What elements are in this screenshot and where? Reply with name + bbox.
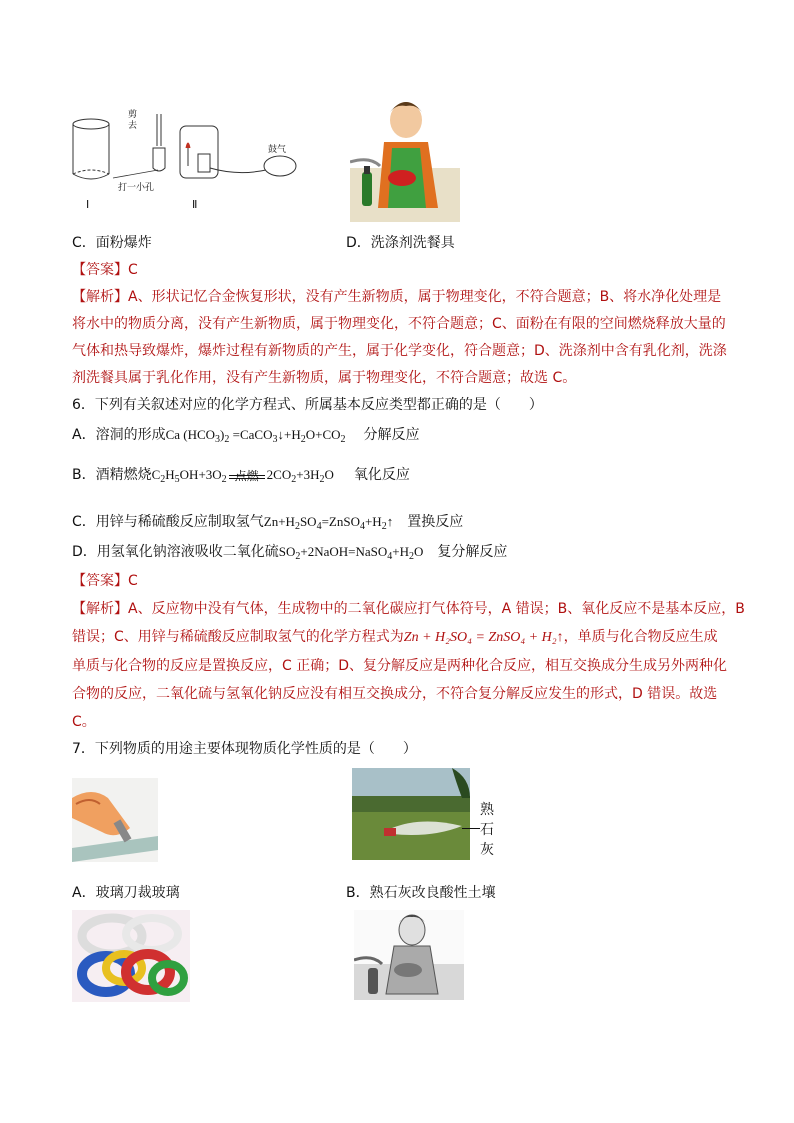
q5-option-d: D．洗涤剂洗餐具	[346, 235, 455, 251]
q6-answer	[72, 570, 138, 592]
option-d-text: D．用氢氧化钠溶液吸收二氧化硫	[72, 544, 279, 560]
q7-stem: 7．下列物质的用途主要体现物质化学性质的是（ ）	[72, 741, 417, 757]
q6-analysis-line-3: 单质与化合物的反应是置换反应，C 正确；D、复分解反应是两种化合反应，相互交换成分生成另外两种化	[72, 658, 728, 674]
answer-tag: 【答案】	[72, 573, 128, 589]
q6-option-b	[72, 464, 410, 491]
option-d-type: 复分解反应	[437, 544, 508, 560]
answer-value: C	[128, 573, 138, 589]
fig-note-blow: 鼓气	[268, 145, 287, 155]
analysis-tag: 【解析】	[72, 601, 128, 617]
q7-option-b: B．熟石灰改良酸性土壤	[346, 885, 496, 901]
option-c-type: 置换反应	[407, 514, 464, 530]
option-b-text: B．酒精燃烧	[72, 467, 152, 483]
q6-analysis-line-5: C。	[72, 714, 96, 730]
analysis-text: A、形状记忆合金恢复形状，没有产生新物质，属于物理变化，不符合题意；B、将水净化处理是	[128, 289, 722, 305]
option-b-type: 氧化反应	[353, 467, 410, 483]
fig-label-ii: Ⅱ	[192, 198, 198, 211]
q5-analysis-line-1	[72, 286, 721, 308]
figure-flour-explosion-apparatus	[68, 108, 308, 218]
q5-option-c: C．面粉爆炸	[72, 235, 152, 251]
slaked-lime-label: 熟 石 灰	[480, 802, 494, 858]
q5-analysis-line-4: 剂洗餐具属于乳化作用，没有产生新物质，属于物理变化，不符合题意；故选 C。	[72, 370, 577, 386]
figure-boy-washing-dishes-gray	[354, 910, 464, 1000]
analysis-equation: Zn + H₂SO₄ = ZnSO₄ + H₂↑	[403, 630, 564, 645]
figure-electric-wires	[72, 910, 190, 1002]
fig-label-i: Ⅰ	[86, 198, 90, 211]
q6-option-d	[72, 541, 507, 568]
q6-stem: 6．下列有关叙述对应的化学方程式、所属基本反应类型都正确的是（ ）	[72, 397, 543, 413]
fig-note-hole: 打一小孔	[118, 183, 155, 193]
q6-analysis-line-1	[72, 598, 745, 620]
q5-answer	[72, 259, 138, 281]
slaked-lime-pointer	[462, 828, 480, 829]
analysis-text: 错误；C、用锌与稀硫酸反应制取氢气的化学方程式为	[72, 629, 404, 645]
option-b-equation: $C_2H_5OH+3O_2$ 点燃 $2CO_2+3H_2O$	[151, 467, 334, 485]
option-a-text: A．溶洞的形成	[72, 427, 166, 443]
analysis-text: A、反应物中没有气体，生成物中的二氧化碳应打气体符号，A 错误；B、氧化反应不是基本反应，B	[128, 601, 745, 617]
analysis-tag: 【解析】	[72, 289, 128, 305]
option-a-equation: Ca $(HCO_3)_2$ $=CaCO_3↓+H_2O+CO_2$	[165, 427, 346, 445]
reaction-condition: 点燃	[234, 469, 259, 483]
option-c-equation: $Zn+H_2SO_4=ZnSO_4+H_2↑$	[263, 514, 394, 532]
analysis-text: ，单质与化合物反应生成	[563, 629, 718, 645]
figure-glass-cutter	[72, 778, 158, 862]
option-c-text: C．用锌与稀硫酸反应制取氢气	[72, 514, 264, 530]
figure-boy-washing-dishes	[350, 98, 460, 222]
figure-slaked-lime-field	[352, 768, 470, 860]
q6-option-a	[72, 424, 420, 451]
q6-analysis-line-4: 合物的反应，二氧化硫与氢氧化钠反应没有相互交换成分，不符合复分解反应发生的形式，D 错误。故选	[72, 686, 718, 702]
q5-analysis-line-3: 气体和热导致爆炸，爆炸过程有新物质的产生，属于化学变化，符合题意；D、洗涤剂中含有乳化剂，洗涤	[72, 343, 727, 359]
option-a-type: 分解反应	[363, 427, 420, 443]
option-d-equation: $SO_2+2NaOH=NaSO_4+H_2O$	[278, 544, 424, 562]
answer-tag: 【答案】	[72, 262, 128, 278]
fig-note-cut: 剪去	[128, 110, 138, 131]
q6-analysis-line-2	[72, 626, 718, 649]
q7-option-a: A．玻璃刀裁玻璃	[72, 885, 180, 901]
q6-option-c	[72, 511, 463, 538]
answer-value: C	[128, 262, 138, 278]
q5-analysis-line-2: 将水中的物质分离，没有产生新物质，属于物理变化，不符合题意；C、面粉在有限的空间燃烧释放大量的	[72, 316, 726, 332]
